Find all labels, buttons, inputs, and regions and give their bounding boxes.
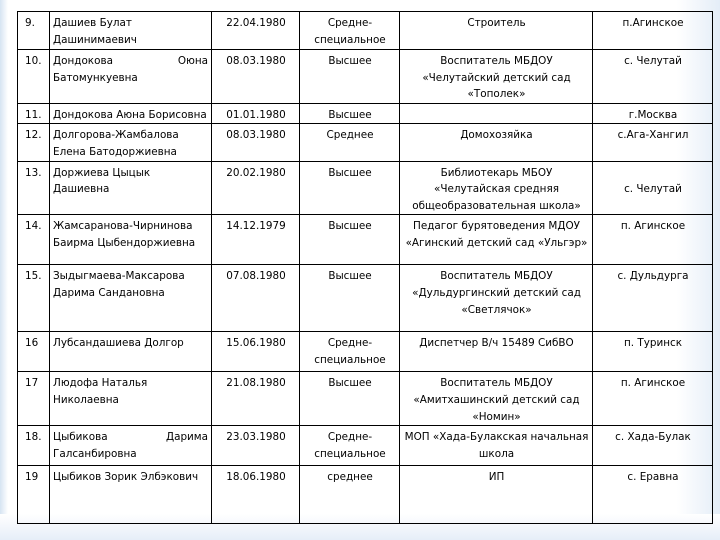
table-row [18,426,713,466]
location: с. Еравна [593,466,713,524]
row-number: 18. [18,426,50,466]
location: п. Агинское [593,215,713,265]
row-number: 15. [18,265,50,332]
row-number: 14. [18,215,50,265]
occupation: Педагог бурятоведения МДОУ «Агинский детский сад «Ульгэр» [400,215,593,265]
education: Высшее [300,265,400,332]
occupation: ИП [400,466,593,524]
row-number: 17 [18,372,50,426]
full-name [50,50,212,104]
location: с.Ага-Хангил [593,124,713,161]
birth-date: 08.03.1980 [212,124,300,161]
table-row [18,466,713,524]
table-row [18,50,713,104]
table-row [18,12,713,50]
education: Высшее [300,50,400,104]
full-name [50,426,212,466]
name-part: Батомункуевна [53,71,138,84]
location: п. Туринск [593,332,713,372]
left-edge-gradient [0,0,8,540]
occupation: Библиотекарь МБОУ «Челутайская средняя общеобразовательная школа» [400,161,593,215]
birth-date: 23.03.1980 [212,426,300,466]
education: Средне-специальное [300,426,400,466]
full-name: Лубсандашиева Долгор [50,332,212,372]
occupation: Воспитатель МБДОУ «Амитхашинский детский сад «Номин» [400,372,593,426]
location: г.Москва [593,103,713,124]
table-row [18,124,713,161]
birth-date: 20.02.1980 [212,161,300,215]
birth-date: 14.12.1979 [212,215,300,265]
location: п. Агинское [593,372,713,426]
name-part: Дондокова [53,55,113,67]
full-name: Людофа Наталья Николаевна [50,372,212,426]
row-number: 13. [18,161,50,215]
table-row [18,103,713,124]
row-number: 10. [18,50,50,104]
education: среднее [300,466,400,524]
table-row [18,265,713,332]
row-number: 19 [18,466,50,524]
location: с. Челутай [593,50,713,104]
education: Средне-специальное [300,332,400,372]
full-name: Доржиева Цыцык Дашиевна [50,161,212,215]
occupation: Диспетчер В/ч 15489 СибВО [400,332,593,372]
graduates-table [17,11,713,524]
occupation: Строитель [400,12,593,50]
birth-date: 22.04.1980 [212,12,300,50]
table-row [18,372,713,426]
row-number: 11. [18,103,50,124]
occupation [400,103,593,124]
education: Высшее [300,103,400,124]
occupation: МОП «Хада-Булакская начальная школа [400,426,593,466]
location: с. Дульдурга [593,265,713,332]
full-name: Дашиев Булат Дашинимаевич [50,12,212,50]
education: Высшее [300,372,400,426]
location: с. Челутай [593,161,713,215]
full-name: Зыдыгмаева-Максарова Дарима Сандановна [50,265,212,332]
name-part: Оюна [177,55,208,67]
full-name: Жамсаранова-Чирнинова Баирма Цыбендоржиевна [50,215,212,265]
education: Высшее [300,215,400,265]
education: Высшее [300,161,400,215]
birth-date: 21.08.1980 [212,372,300,426]
location: с. Хада-Булак [593,426,713,466]
occupation: Воспитатель МБДОУ «Челутайский детский сад «Тополек» [400,50,593,104]
name-part: Цыбикова [53,431,108,444]
name-part: Дарима [165,431,208,444]
table-row [18,161,713,215]
row-number: 16 [18,332,50,372]
birth-date: 15.06.1980 [212,332,300,372]
full-name: Дондокова Аюна Борисовна [50,103,212,124]
occupation: Воспитатель МБДОУ «Дульдургинский детский сад «Светлячок» [400,265,593,332]
table-row [18,215,713,265]
full-name: Долгорова-Жамбалова Елена Батодоржиевна [50,124,212,161]
table-row [18,332,713,372]
education: Средне-специальное [300,12,400,50]
name-part: Галсанбировна [53,447,137,460]
location: п.Агинское [593,12,713,50]
occupation: Домохозяйка [400,124,593,161]
row-number: 12. [18,124,50,161]
full-name: Цыбиков Зорик Элбэкович [50,466,212,524]
birth-date: 01.01.1980 [212,103,300,124]
birth-date: 18.06.1980 [212,466,300,524]
birth-date: 08.03.1980 [212,50,300,104]
row-number: 9. [18,12,50,50]
birth-date: 07.08.1980 [212,265,300,332]
education: Среднее [300,124,400,161]
